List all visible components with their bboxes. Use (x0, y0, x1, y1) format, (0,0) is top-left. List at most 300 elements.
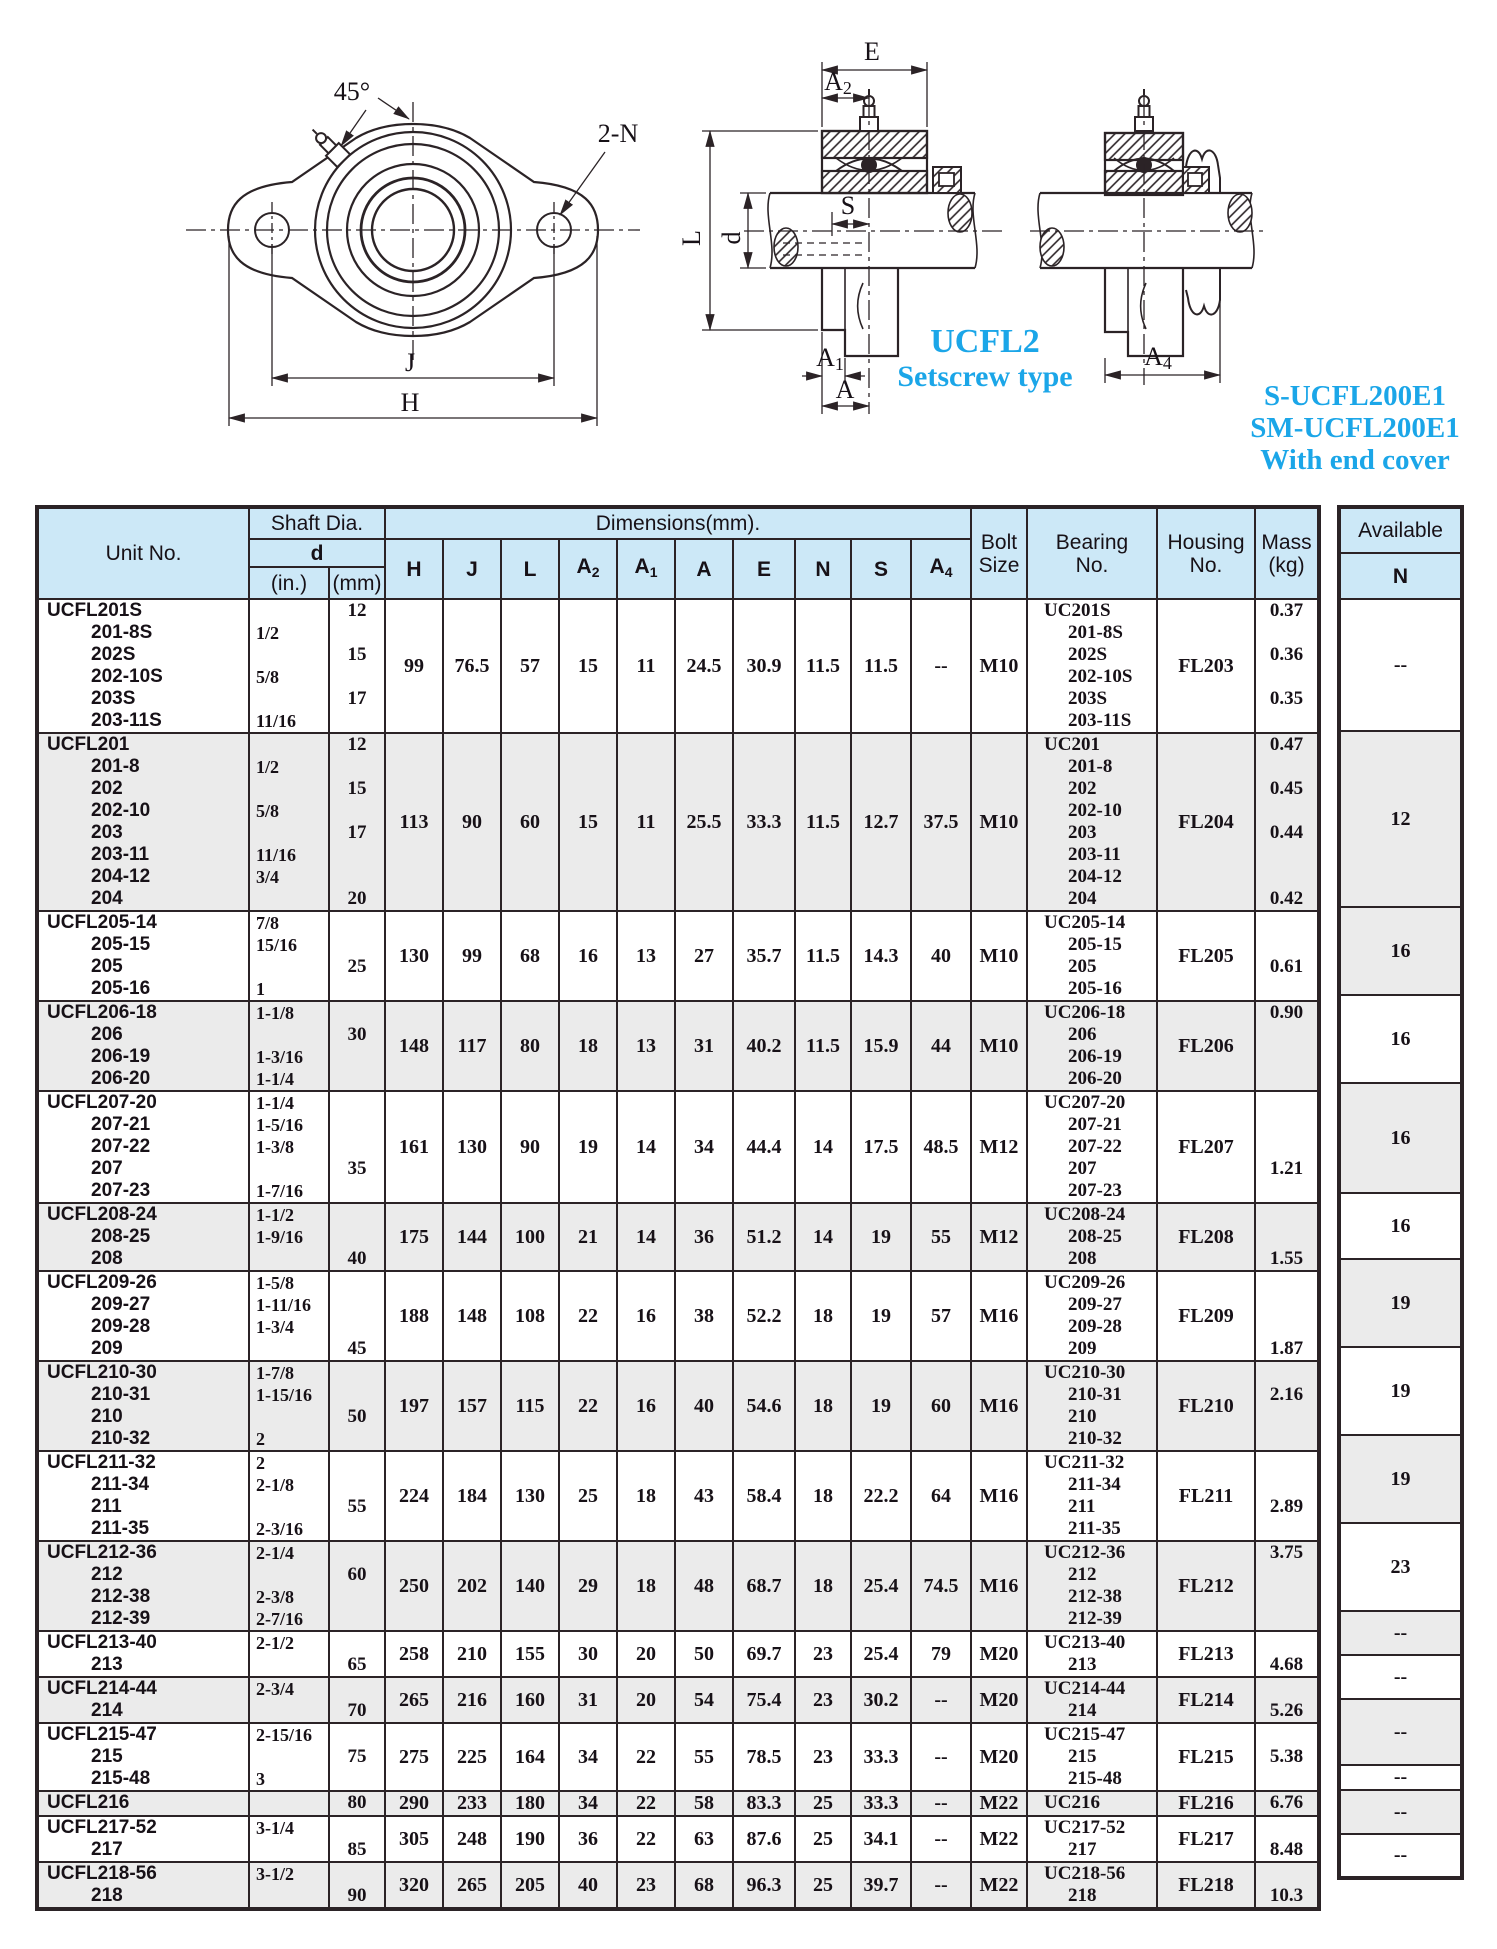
cell-shaft-mm: 12 15 17 (329, 599, 385, 733)
cell-shaft-mm: 55 (329, 1451, 385, 1541)
cell-bearing: UC201S 201-8S 202S 202-10S 203S 203-11S (1027, 599, 1157, 733)
header-dim-E: E (733, 539, 795, 599)
cell-dim: 24.5 (675, 599, 733, 733)
available-row (1339, 1259, 1462, 1347)
cell-dim: 36 (559, 1816, 617, 1862)
table-row (37, 911, 1319, 1001)
cell-dim: 100 (501, 1203, 559, 1271)
header-bolt-size: Bolt Size (971, 507, 1027, 599)
cell-dim: 140 (501, 1541, 559, 1631)
table-row (37, 1451, 1319, 1541)
cell-dim: 265 (385, 1677, 443, 1723)
header-dim-A: A (675, 539, 733, 599)
table-row (37, 1631, 1319, 1677)
label-E: E (864, 37, 880, 66)
cell-dim: 75.4 (733, 1677, 795, 1723)
cell-dim: 33.3 (851, 1791, 911, 1816)
cell-dim: 48 (675, 1541, 733, 1631)
cell-housing: FL208 (1157, 1203, 1255, 1271)
type-caption-title: UCFL2 (930, 323, 1040, 360)
cell-shaft-mm: 35 (329, 1091, 385, 1203)
housing-hatch-top (822, 131, 927, 158)
cell-dim: 275 (385, 1723, 443, 1791)
cell-shaft-in: 1/2 5/8 11/16 3/4 (249, 733, 329, 911)
available-table (1337, 505, 1464, 1880)
cell-housing: FL205 (1157, 911, 1255, 1001)
cell-bearing: UC201 201-8 202 202-10 203 203-11 204-12 204 (1027, 733, 1157, 911)
cell-unit: UCFL201S 201-8S 202S 202-10S 203S 203-11S (37, 599, 249, 733)
table-row (37, 599, 1319, 733)
cell-dim: 175 (385, 1203, 443, 1271)
label-H: H (400, 388, 420, 417)
cell-dim: 16 (617, 1361, 675, 1451)
cell-dim: 11.5 (795, 599, 851, 733)
cell-dim: 50 (675, 1631, 733, 1677)
cell-dim: 37.5 (911, 733, 971, 911)
cell-bolt: M20 (971, 1631, 1027, 1677)
cell-dim: 51.2 (733, 1203, 795, 1271)
cell-available: -- (1339, 599, 1462, 731)
cell-bearing: UC210-30 210-31 210 210-32 (1027, 1361, 1157, 1451)
cell-dim: -- (911, 1862, 971, 1909)
shaft-break-right (948, 194, 972, 232)
label-2N: 2-N (597, 119, 639, 148)
table-row (37, 1271, 1319, 1361)
cell-dim: 15.9 (851, 1001, 911, 1091)
cell-dim: 130 (501, 1451, 559, 1541)
cell-housing: FL212 (1157, 1541, 1255, 1631)
cell-dim: 35.7 (733, 911, 795, 1001)
cell-dim: 57 (501, 599, 559, 733)
cell-dim: 18 (795, 1451, 851, 1541)
cell-shaft-in: 1-7/8 1-15/16 2 (249, 1361, 329, 1451)
cell-shaft-mm: 90 (329, 1862, 385, 1909)
cell-dim: 19 (851, 1271, 911, 1361)
table-row (37, 1816, 1319, 1862)
cell-shaft-in: 2-1/2 (249, 1631, 329, 1677)
cell-dim: 40.2 (733, 1001, 795, 1091)
header-dim-A1: $A_1$ (617, 539, 675, 599)
cell-bolt: M22 (971, 1862, 1027, 1909)
cell-dim: 21 (559, 1203, 617, 1271)
cell-bearing: UC214-44 214 (1027, 1677, 1157, 1723)
cell-dim: 250 (385, 1541, 443, 1631)
label-A: A (835, 375, 855, 404)
table-row (37, 1361, 1319, 1451)
header-dim-J: J (443, 539, 501, 599)
cell-shaft-mm: 30 (329, 1001, 385, 1091)
cell-housing: FL215 (1157, 1723, 1255, 1791)
cover-caption-line3: With end cover (1260, 444, 1450, 476)
cell-bolt: M20 (971, 1723, 1027, 1791)
cell-bolt: M12 (971, 1091, 1027, 1203)
cell-mass: 0.90 (1255, 1001, 1319, 1091)
cell-dim: 13 (617, 1001, 675, 1091)
cell-dim: 115 (501, 1361, 559, 1451)
cell-dim: 11.5 (795, 733, 851, 911)
end-cover-bottom (1186, 268, 1220, 315)
cover-caption (1200, 380, 1497, 476)
cell-shaft-mm: 75 (329, 1723, 385, 1791)
cell-dim: 25.4 (851, 1631, 911, 1677)
cell-dim: 15 (559, 733, 617, 911)
cell-dim: 90 (501, 1091, 559, 1203)
cell-dim: 205 (501, 1862, 559, 1909)
cell-dim: 23 (795, 1723, 851, 1791)
cell-dim: 20 (617, 1677, 675, 1723)
table-row (37, 1862, 1319, 1909)
cell-bolt: M10 (971, 911, 1027, 1001)
cell-dim: 44.4 (733, 1091, 795, 1203)
cell-dim: 54.6 (733, 1361, 795, 1451)
cell-mass: 0.61 (1255, 911, 1319, 1001)
available-row (1339, 1790, 1462, 1834)
cell-dim: 265 (443, 1862, 501, 1909)
cell-dim: 34 (559, 1723, 617, 1791)
cell-dim: 11 (617, 733, 675, 911)
cell-dim: -- (911, 1723, 971, 1791)
cell-mass: 4.68 (1255, 1631, 1319, 1677)
cell-shaft-mm: 50 (329, 1361, 385, 1451)
cell-available: 16 (1339, 995, 1462, 1083)
cell-bolt: M20 (971, 1677, 1027, 1723)
cell-dim: 16 (559, 911, 617, 1001)
header-bearing-no: Bearing No. (1027, 507, 1157, 599)
cell-unit: UCFL212-36 212 212-38 212-39 (37, 1541, 249, 1631)
cell-dim: 30 (559, 1631, 617, 1677)
cell-unit: UCFL207-20 207-21 207-22 207 207-23 (37, 1091, 249, 1203)
cell-mass: 5.26 (1255, 1677, 1319, 1723)
cell-housing: FL213 (1157, 1631, 1255, 1677)
cell-mass: 6.76 (1255, 1791, 1319, 1816)
cell-dim: 25.4 (851, 1541, 911, 1631)
cell-dim: 34.1 (851, 1816, 911, 1862)
cell-mass: 3.75 (1255, 1541, 1319, 1631)
cell-dim: 48.5 (911, 1091, 971, 1203)
cell-dim: 15 (559, 599, 617, 733)
available-row (1339, 1834, 1462, 1878)
type-caption (835, 324, 1135, 394)
cell-mass: 0.47 0.45 0.44 0.42 (1255, 733, 1319, 911)
cell-shaft-in: 1-1/8 1-3/16 1-1/4 (249, 1001, 329, 1091)
cell-dim: 14 (617, 1203, 675, 1271)
header-dim-H: H (385, 539, 443, 599)
cell-mass: 0.37 0.36 0.35 (1255, 599, 1319, 733)
cell-bearing: UC216 (1027, 1791, 1157, 1816)
cell-dim: 64 (911, 1451, 971, 1541)
cell-dim: 14 (617, 1091, 675, 1203)
cell-mass: 8.48 (1255, 1816, 1319, 1862)
cell-available: -- (1339, 1699, 1462, 1765)
cell-housing: FL203 (1157, 599, 1255, 733)
cell-dim: 25 (559, 1451, 617, 1541)
cell-dim: 14 (795, 1091, 851, 1203)
header-dim-A2: $A_2$ (559, 539, 617, 599)
cell-unit: UCFL214-44 214 (37, 1677, 249, 1723)
cell-dim: 155 (501, 1631, 559, 1677)
cell-dim: 19 (559, 1091, 617, 1203)
cell-available: -- (1339, 1765, 1462, 1790)
type-caption-sub: Setscrew type (897, 360, 1073, 393)
cell-dim: 25 (795, 1862, 851, 1909)
cell-shaft-mm: 40 (329, 1203, 385, 1271)
cell-unit: UCFL206-18 206 206-19 206-20 (37, 1001, 249, 1091)
cell-dim: 258 (385, 1631, 443, 1677)
cell-housing: FL210 (1157, 1361, 1255, 1451)
cell-shaft-mm: 25 (329, 911, 385, 1001)
cell-housing: FL209 (1157, 1271, 1255, 1361)
cell-dim: 248 (443, 1816, 501, 1862)
header-shaft-dia: Shaft Dia. (249, 507, 385, 539)
table-row (37, 1723, 1319, 1791)
cell-dim: 22 (559, 1271, 617, 1361)
cell-dim: 22 (617, 1791, 675, 1816)
cell-dim: 224 (385, 1451, 443, 1541)
label-J: J (404, 348, 416, 377)
label-S: S (840, 191, 856, 220)
shaft-break-left (774, 228, 798, 266)
cell-dim: 33.3 (851, 1723, 911, 1791)
cell-shaft-in: 1-1/2 1-9/16 (249, 1203, 329, 1271)
table-row (37, 733, 1319, 911)
cell-dim: 117 (443, 1001, 501, 1091)
header-available-n: N (1339, 553, 1462, 599)
cell-unit: UCFL215-47 215 215-48 (37, 1723, 249, 1791)
available-row (1339, 1435, 1462, 1523)
cell-dim: 40 (559, 1862, 617, 1909)
cell-housing: FL206 (1157, 1001, 1255, 1091)
cell-mass: 10.3 (1255, 1862, 1319, 1909)
cell-available: 12 (1339, 731, 1462, 907)
cell-dim: 43 (675, 1451, 733, 1541)
cell-unit: UCFL216 (37, 1791, 249, 1816)
cell-dim: 63 (675, 1816, 733, 1862)
cell-shaft-in: 1/2 5/8 11/16 (249, 599, 329, 733)
cell-bearing: UC206-18 206 206-19 206-20 (1027, 1001, 1157, 1091)
cell-dim: 11.5 (795, 1001, 851, 1091)
cell-dim: 30.9 (733, 599, 795, 733)
cell-shaft-mm: 60 (329, 1541, 385, 1631)
cell-bolt: M16 (971, 1451, 1027, 1541)
cell-dim: 87.6 (733, 1816, 795, 1862)
cell-dim: 52.2 (733, 1271, 795, 1361)
cell-dim: 160 (501, 1677, 559, 1723)
cell-bolt: M10 (971, 1001, 1027, 1091)
cell-dim: 225 (443, 1723, 501, 1791)
available-row (1339, 1523, 1462, 1611)
cell-shaft-in: 1-5/8 1-11/16 1-3/4 (249, 1271, 329, 1361)
cell-bolt: M16 (971, 1361, 1027, 1451)
cell-dim: 210 (443, 1631, 501, 1677)
cell-dim: 16 (617, 1271, 675, 1361)
cell-bolt: M22 (971, 1816, 1027, 1862)
cell-available: -- (1339, 1655, 1462, 1699)
cell-available: -- (1339, 1834, 1462, 1878)
cell-dim: 19 (851, 1361, 911, 1451)
header-mm: (mm) (329, 567, 385, 599)
cell-dim: 76.5 (443, 599, 501, 733)
cell-dim: 14.3 (851, 911, 911, 1001)
cell-available: 16 (1339, 1083, 1462, 1193)
cell-dim: 60 (911, 1361, 971, 1451)
cell-dim: 11 (617, 599, 675, 733)
cell-bolt: M16 (971, 1271, 1027, 1361)
header-dim-A4: $A_4$ (911, 539, 971, 599)
cell-dim: 22 (617, 1723, 675, 1791)
cell-shaft-mm: 70 (329, 1677, 385, 1723)
cell-unit: UCFL217-52 217 (37, 1816, 249, 1862)
cell-dim: 36 (675, 1203, 733, 1271)
cell-bolt: M22 (971, 1791, 1027, 1816)
cell-dim: -- (911, 1677, 971, 1723)
cell-unit: UCFL201 201-8 202 202-10 203 203-11 204-12 204 (37, 733, 249, 911)
cell-dim: 18 (617, 1451, 675, 1541)
cell-dim: 90 (443, 733, 501, 911)
cell-dim: 44 (911, 1001, 971, 1091)
cell-available: -- (1339, 1611, 1462, 1655)
header-d: d (249, 539, 385, 567)
cell-available: 23 (1339, 1523, 1462, 1611)
cell-dim: 58 (675, 1791, 733, 1816)
cell-bearing: UC217-52 217 (1027, 1816, 1157, 1862)
cell-shaft-in: 2-3/4 (249, 1677, 329, 1723)
cell-bearing: UC208-24 208-25 208 (1027, 1203, 1157, 1271)
available-row (1339, 1655, 1462, 1699)
available-row (1339, 731, 1462, 907)
cell-dim: 29 (559, 1541, 617, 1631)
cell-dim: 202 (443, 1541, 501, 1631)
available-row (1339, 1699, 1462, 1765)
cell-available: 16 (1339, 907, 1462, 995)
cell-dim: 148 (385, 1001, 443, 1091)
cell-dim: 58.4 (733, 1451, 795, 1541)
cell-housing: FL217 (1157, 1816, 1255, 1862)
cell-shaft-in: 3-1/2 (249, 1862, 329, 1909)
cell-unit: UCFL209-26 209-27 209-28 209 (37, 1271, 249, 1361)
cell-dim: 290 (385, 1791, 443, 1816)
spec-table (35, 505, 1321, 1911)
cell-bolt: M12 (971, 1203, 1027, 1271)
label-d: d (717, 231, 746, 245)
cell-shaft-in: 2 2-1/8 2-3/16 (249, 1451, 329, 1541)
cell-dim: 216 (443, 1677, 501, 1723)
cell-dim: 18 (559, 1001, 617, 1091)
cell-dim: 80 (501, 1001, 559, 1091)
cell-dim: 197 (385, 1361, 443, 1451)
cell-shaft-in: 7/8 15/16 1 (249, 911, 329, 1001)
cover-caption-line2: SM-UCFL200E1 (1250, 412, 1460, 444)
cell-dim: 18 (795, 1361, 851, 1451)
cell-housing: FL211 (1157, 1451, 1255, 1541)
label-L: L (677, 230, 706, 246)
cell-dim: 31 (559, 1677, 617, 1723)
cell-available: 19 (1339, 1347, 1462, 1435)
cell-dim: 23 (795, 1631, 851, 1677)
header-dim-N: N (795, 539, 851, 599)
cell-dim: 68 (675, 1862, 733, 1909)
cell-mass: 1.87 (1255, 1271, 1319, 1361)
cell-dim: 320 (385, 1862, 443, 1909)
cell-dim: 68.7 (733, 1541, 795, 1631)
cell-unit: UCFL208-24 208-25 208 (37, 1203, 249, 1271)
header-unit-no: Unit No. (37, 507, 249, 599)
cell-shaft-mm: 80 (329, 1791, 385, 1816)
cell-shaft-mm: 12 15 17 20 (329, 733, 385, 911)
cell-dim: 18 (795, 1271, 851, 1361)
cell-housing: FL214 (1157, 1677, 1255, 1723)
cell-dim: 34 (559, 1791, 617, 1816)
cell-dim: 30.2 (851, 1677, 911, 1723)
cover-caption-line1: S-UCFL200E1 (1263, 380, 1447, 412)
cell-shaft-in: 1-1/4 1-5/16 1-3/8 1-7/16 (249, 1091, 329, 1203)
cell-dim: 40 (675, 1361, 733, 1451)
cell-dim: 33.3 (733, 733, 795, 911)
table-row (37, 1791, 1319, 1816)
cell-dim: 188 (385, 1271, 443, 1361)
cell-dim: 54 (675, 1677, 733, 1723)
cell-dim: 190 (501, 1816, 559, 1862)
cell-bearing: UC209-26 209-27 209-28 209 (1027, 1271, 1157, 1361)
available-row (1339, 1611, 1462, 1655)
label-A4: A4 (1144, 342, 1172, 373)
available-row (1339, 1193, 1462, 1259)
header-dim-S: S (851, 539, 911, 599)
cell-unit: UCFL205-14 205-15 205 205-16 (37, 911, 249, 1001)
cell-dim: 22 (617, 1816, 675, 1862)
cell-dim: 12.7 (851, 733, 911, 911)
cell-dim: 79 (911, 1631, 971, 1677)
cell-dim: 34 (675, 1091, 733, 1203)
cell-unit: UCFL213-40 213 (37, 1631, 249, 1677)
cell-dim: 83.3 (733, 1791, 795, 1816)
cell-dim: 19 (851, 1203, 911, 1271)
cell-dim: 99 (385, 599, 443, 733)
cell-dim: 39.7 (851, 1862, 911, 1909)
header-dimensions: Dimensions(mm). (385, 507, 971, 539)
available-row (1339, 907, 1462, 995)
cell-dim: 108 (501, 1271, 559, 1361)
label-45: 45° (333, 77, 371, 106)
cell-available: -- (1339, 1790, 1462, 1834)
cell-dim: 96.3 (733, 1862, 795, 1909)
label-A1: A1 (816, 343, 844, 374)
available-row (1339, 1347, 1462, 1435)
cell-dim: 18 (617, 1541, 675, 1631)
cell-bolt: M10 (971, 599, 1027, 733)
cell-shaft-mm: 65 (329, 1631, 385, 1677)
cell-housing: FL218 (1157, 1862, 1255, 1909)
cell-dim: 23 (617, 1862, 675, 1909)
header-housing-no: Housing No. (1157, 507, 1255, 599)
cell-dim: 60 (501, 733, 559, 911)
cell-available: 19 (1339, 1259, 1462, 1347)
cell-dim: 55 (911, 1203, 971, 1271)
cell-dim: 78.5 (733, 1723, 795, 1791)
cell-dim: 25 (795, 1816, 851, 1862)
cell-dim: 20 (617, 1631, 675, 1677)
cell-dim: 161 (385, 1091, 443, 1203)
cell-dim: 25.5 (675, 733, 733, 911)
cell-dim: -- (911, 1791, 971, 1816)
cell-dim: 57 (911, 1271, 971, 1361)
cell-dim: 148 (443, 1271, 501, 1361)
cell-dim: -- (911, 1816, 971, 1862)
available-row (1339, 995, 1462, 1083)
table-row (37, 1677, 1319, 1723)
cell-dim: 31 (675, 1001, 733, 1091)
cell-housing: FL204 (1157, 733, 1255, 911)
cell-mass: 1.55 (1255, 1203, 1319, 1271)
